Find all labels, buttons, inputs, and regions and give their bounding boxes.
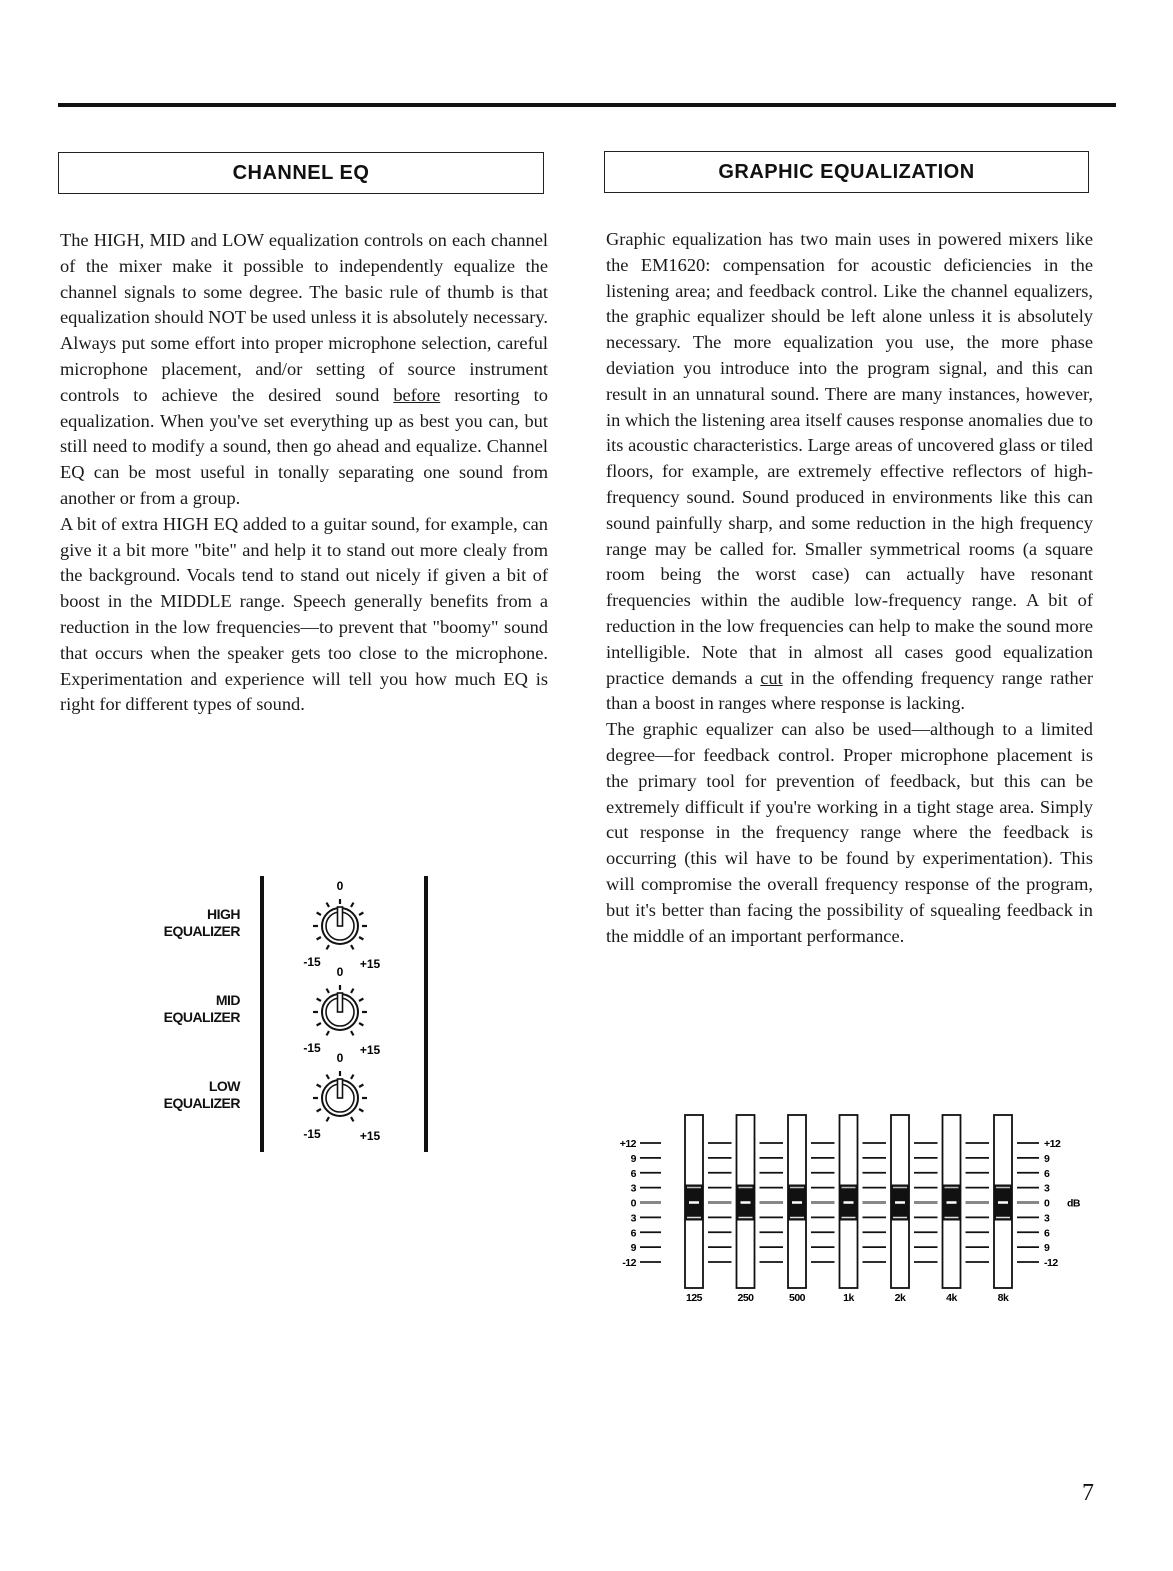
knob-tick [359, 937, 363, 940]
scale-label-right: 9 [1044, 1242, 1050, 1255]
channel-eq-body [60, 228, 548, 718]
scale-label-right: 6 [1044, 1167, 1050, 1180]
knob-max-label: +15 [359, 1043, 381, 1057]
knob-tick [327, 1075, 330, 1079]
knob-label-line1: HIGH [207, 906, 240, 922]
scale-label-right: 0 [1044, 1197, 1050, 1210]
knob-max-label: +15 [359, 957, 381, 971]
scale-label-right: -12 [1044, 1257, 1058, 1269]
page-number: 7 [1082, 1480, 1094, 1506]
knob-label-low [120, 1078, 240, 1112]
band-label: 125 [685, 1292, 703, 1304]
graphic-eq-diagram [620, 1105, 1080, 1305]
scale-label-left: 0 [630, 1197, 636, 1210]
band-label: 4k [946, 1292, 957, 1304]
scale-label-left: 3 [630, 1182, 636, 1195]
scale-label-left: 6 [630, 1227, 636, 1240]
band-label: 1k [843, 1292, 854, 1304]
knob-tick [359, 1023, 363, 1026]
knob-min-label: -15 [303, 1041, 321, 1055]
knob-tick [359, 1109, 363, 1112]
knob-tick [359, 913, 363, 916]
knob-label-line2: EQUALIZER [163, 1009, 240, 1025]
scale-label-right: 3 [1044, 1212, 1050, 1225]
knob-zero-mark: 0 [336, 1051, 344, 1065]
scale-label-left: 6 [630, 1167, 636, 1180]
knob-tick [359, 999, 363, 1002]
scale-label-left: -12 [622, 1257, 636, 1269]
knob-label-line2: EQUALIZER [163, 923, 240, 939]
band-label: 8k [997, 1292, 1009, 1304]
knob-panel-left-border [260, 876, 264, 1152]
knob-min-label: -15 [303, 955, 321, 969]
knob-tick [327, 1031, 330, 1035]
graphic-eq-heading: GRAPHIC EQUALIZATION [718, 160, 975, 183]
graphic-eq-paragraph-2: The graphic equalizer can also be used—although to a limited degree—for feedback control. Proper microphone placement is the primary tool for prevention of feedback, but this can be extremely difficult if you're working in a tight stage area. Simply cut response in the frequency range where the feedback is occurring (this wil have to be found by experimentation). This will compromise the overall frequency response of the program, but it's better than facing the possibility of squealing feedback in the middle of an important performance. [606, 719, 1093, 946]
knob-min-label: -15 [303, 1127, 321, 1141]
knob-tick [327, 1117, 330, 1121]
scale-label-left: 3 [630, 1212, 636, 1225]
knob-tick [317, 1109, 321, 1112]
band-label: 250 [737, 1292, 754, 1304]
knob-low[interactable] [290, 1050, 390, 1150]
knob-pointer [338, 993, 343, 1012]
knob-tick [351, 1075, 354, 1079]
scale-label-right: 9 [1044, 1152, 1050, 1165]
scale-label-left: 9 [630, 1242, 636, 1255]
knob-label-line2: EQUALIZER [163, 1095, 240, 1111]
knob-tick [327, 945, 330, 949]
knob-tick [351, 989, 354, 993]
knob-tick [317, 913, 321, 916]
channel-eq-heading-box [58, 152, 544, 194]
knob-zero-mark: 0 [336, 879, 344, 893]
scale-label-left: +12 [620, 1138, 636, 1150]
knob-max-label: +15 [359, 1129, 381, 1143]
scale-label-right: +12 [1044, 1138, 1061, 1150]
emphasis-before: before [393, 384, 441, 405]
knob-label-high [120, 906, 240, 940]
emphasis-cut: cut [760, 667, 783, 688]
channel-eq-knob-diagram [130, 870, 450, 1160]
knob-tick [317, 1085, 321, 1088]
graphic-eq-body [606, 227, 1093, 949]
knob-mid[interactable] [290, 964, 390, 1064]
knob-tick [327, 903, 330, 907]
graphic-eq-svg [620, 1105, 1080, 1305]
scale-label-right: 6 [1044, 1227, 1050, 1240]
knob-panel-right-border [424, 876, 428, 1152]
scale-label-right: 3 [1044, 1182, 1050, 1195]
graphic-eq-heading-box [604, 151, 1089, 193]
knob-tick [351, 1117, 354, 1121]
knob-tick [351, 945, 354, 949]
knob-pointer [338, 907, 343, 926]
top-horizontal-rule [58, 103, 1116, 107]
knob-tick [327, 989, 330, 993]
knob-zero-mark: 0 [336, 965, 344, 979]
knob-tick [317, 937, 321, 940]
knob-label-line1: LOW [208, 1078, 240, 1094]
scale-label-left: 9 [630, 1152, 636, 1165]
knob-high[interactable] [290, 878, 390, 978]
channel-eq-paragraph-1: The HIGH, MID and LOW equalization controls on each channel of the mixer make it possible to independently equalize the channel signals to some degree. The basic rule of thumb is that equalization should NOT be used unless it is absolutely necessary. Always put some effort into proper microphone selection, careful microphone placement, and/or setting of source instrument controls to achieve the desired sound before resorting to equalization. When you've set everything up as best you can, but still need to modify a sound, then go ahead and equalize. Channel EQ can be most useful in tonally separating one sound from another or from a group. [60, 230, 548, 508]
knob-tick [351, 903, 354, 907]
knob-tick [359, 1085, 363, 1088]
knob-label-mid [120, 992, 240, 1026]
knob-tick [351, 1031, 354, 1035]
db-unit-label: dB [1067, 1197, 1080, 1210]
knob-pointer [338, 1079, 343, 1098]
knob-tick [317, 1023, 321, 1026]
knob-label-line1: MID [215, 992, 240, 1008]
band-label: 2k [894, 1292, 906, 1304]
knob-tick [317, 999, 321, 1002]
channel-eq-heading: CHANNEL EQ [232, 161, 370, 184]
band-label: 500 [788, 1292, 806, 1304]
channel-eq-paragraph-2: A bit of extra HIGH EQ added to a guitar sound, for example, can give it a bit more "bite" and help it to stand out more clealy from the background. Vocals tend to stand out nicely if given a bit of boost in the MIDDLE range. Speech generally benefits from a reduction in the low frequencies—to prevent that "boomy" sound that occurs when the speaker gets too close to the microphone. Experimentation and experience will tell you how much EQ is right for different types of sound. [60, 513, 548, 715]
graphic-eq-paragraph-1: Graphic equalization has two main uses in powered mixers like the EM1620: compensation for acoustic deficiencies in the listening area; and feedback control. Like the channel equalizers, the graphic equalizer should be left alone unless it is absolutely necessary. The more equalization you use, the more phase deviation you introduce into the program signal, and this can result in an unnatural sound. There are many instances, however, in which the listening area itself causes response anomalies due to its acoustic characteristics. Large areas of uncovered glass or tiled floors, for example, are extremely effective reflectors of high-frequency sound. Sound produced in environments like this can sound painfully sharp, and some reduction in the high frequency range may be called for. Smaller symmetrical rooms (a square room being the worst case) can actually have resonant frequencies within the audible low-frequency range. A bit of reduction in the low frequencies can help to make the sound more intelligible. Note that in almost all cases good equalization practice demands a cut in the offending frequency range rather than a boost in ranges where response is lacking. [606, 229, 1093, 714]
